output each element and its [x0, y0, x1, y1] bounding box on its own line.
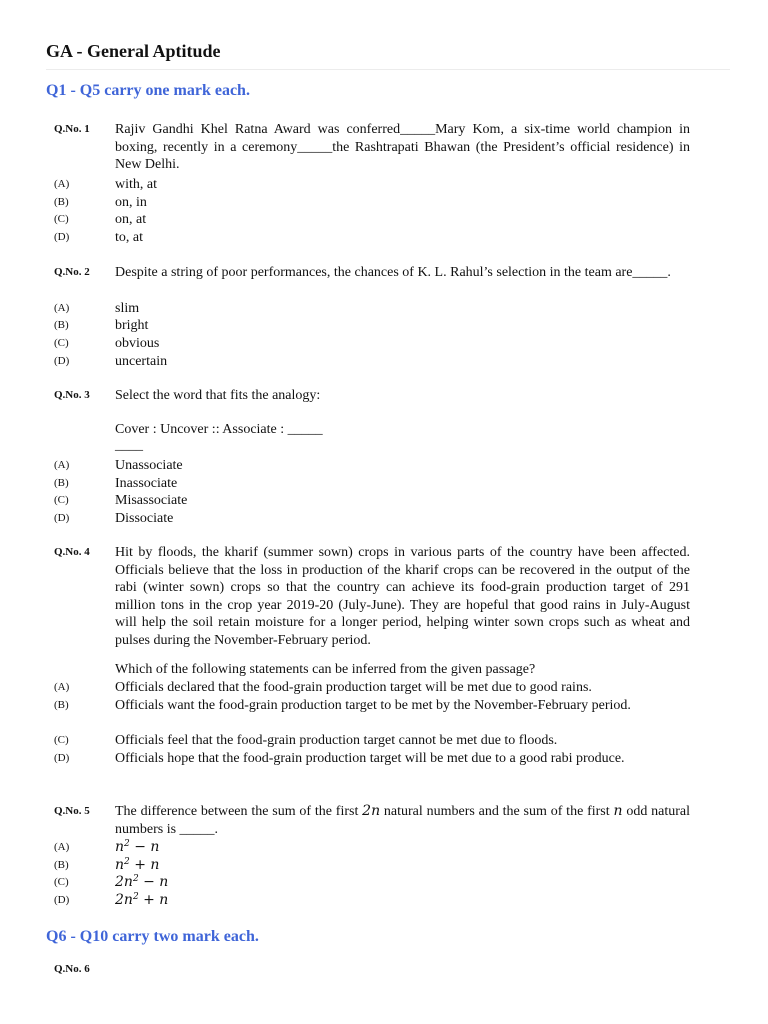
option-c: [0, 874, 768, 892]
option-a: [0, 839, 768, 857]
option-label: (D): [54, 512, 70, 524]
option-math: [115, 839, 690, 857]
option-text: slim: [115, 301, 140, 316]
question-number: Q.No. 3: [54, 389, 90, 401]
option-text: Misassociate: [115, 493, 188, 508]
option-label: (A): [54, 178, 70, 190]
math-base: 2n: [115, 892, 133, 908]
option-text: Unassociate: [115, 458, 183, 473]
question-number: Q.No. 4: [54, 546, 90, 558]
option-label: (A): [54, 459, 70, 471]
option-label: (A): [54, 841, 70, 853]
math-exponent: 2: [124, 839, 130, 849]
option-label: (B): [54, 699, 69, 711]
option-label: (D): [54, 231, 70, 243]
question-text-part: natural numbers and the sum of the first: [380, 804, 614, 819]
question-number: Q.No. 1: [54, 123, 90, 135]
option-a: [0, 300, 768, 318]
option-math: [115, 892, 690, 910]
math-exponent: 2: [132, 874, 139, 884]
option-b: [0, 317, 768, 335]
option-text: bright: [115, 318, 149, 333]
option-text: on, in: [115, 195, 147, 210]
title-divider: [46, 69, 730, 70]
option-text: Officials declared that the food-grain production target will be met due to good rains.: [115, 680, 592, 695]
question-text: Rajiv Gandhi Khel Ratna Award was conferred_____Mary Kom, a six-time world champion in boxing, recently in a ceremony_____the Rashtrapati Bhawan (the President’s official residence) in New Delhi.: [115, 122, 690, 173]
option-a: [0, 457, 768, 475]
option-b: [0, 857, 768, 875]
math-rest: + n: [138, 892, 169, 908]
option-b: [0, 194, 768, 212]
option-text: Officials hope that the food-grain production target will be met due to a good rabi produce.: [115, 751, 625, 766]
option-d: [0, 229, 768, 247]
option-label: (B): [54, 196, 69, 208]
option-label: (D): [54, 894, 70, 906]
option-label: (B): [54, 477, 69, 489]
math-expression: 2n: [362, 803, 381, 819]
math-rest: − n: [129, 839, 160, 855]
question-prompt: Which of the following statements can be inferred from the given passage?: [115, 662, 536, 677]
option-d: [0, 510, 768, 528]
option-math: [115, 857, 690, 875]
option-c: [0, 335, 768, 353]
math-rest: − n: [138, 874, 169, 890]
option-label: (A): [54, 681, 70, 693]
option-c: [0, 732, 768, 750]
option-label: (B): [54, 319, 69, 331]
option-d: [0, 892, 768, 910]
question-text: Despite a string of poor performances, the chances of K. L. Rahul’s selection in the team are_____.: [115, 265, 671, 280]
option-math: [115, 874, 690, 892]
option-text: Dissociate: [115, 511, 174, 526]
option-text: on, at: [115, 212, 147, 227]
page-title: GA - General Aptitude: [46, 41, 221, 61]
option-text: with, at: [115, 177, 157, 192]
math-base: n: [115, 857, 125, 873]
option-a: [0, 176, 768, 194]
option-text: Officials want the food-grain production target to be met by the November-February period.: [115, 698, 631, 713]
option-label: (B): [54, 859, 69, 871]
option-label: (D): [54, 752, 70, 764]
option-label: (C): [54, 337, 69, 349]
math-exponent: 2: [132, 892, 139, 902]
option-d: [0, 353, 768, 371]
option-text: uncertain: [115, 354, 168, 369]
question-text-part: odd natural numbers is _____.: [115, 804, 690, 837]
math-exponent: 2: [124, 857, 130, 867]
math-expression: n: [613, 803, 623, 819]
option-text: obvious: [115, 336, 160, 351]
option-a: [0, 679, 768, 697]
option-d: [0, 750, 768, 768]
option-label: (C): [54, 876, 69, 888]
option-c: [0, 211, 768, 229]
option-text: Officials feel that the food-grain production target cannot be met due to floods.: [115, 733, 558, 748]
analogy-blank-continuation: ____: [115, 438, 143, 453]
option-label: (D): [54, 355, 70, 367]
math-rest: + n: [129, 857, 160, 873]
question-passage: Hit by floods, the kharif (summer sown) crops in various parts of the country have been affected. Officials believe that the loss in production of the kharif crops can be recovered in the output of the rabi (winter sown) crops so that the country can achieve its food-grain production target of 291 million tons in the crop year 2019-20 (July-June). They are hopeful that good rains in July-August will help the soil retain moisture for a longer period, helping winter sown crops such as wheat and pulses during the November-February period.: [115, 545, 690, 648]
question-number: Q.No. 6: [54, 963, 90, 975]
option-label: (C): [54, 734, 69, 746]
math-base: 2n: [115, 874, 133, 890]
section-heading-q1-q5: Q1 - Q5 carry one mark each.: [46, 82, 250, 99]
question-text-part: The difference between the sum of the first: [115, 804, 363, 819]
option-c: [0, 492, 768, 510]
option-label: (C): [54, 494, 69, 506]
option-b: [0, 697, 768, 715]
option-text: Inassociate: [115, 476, 178, 491]
question-text: Select the word that fits the analogy:: [115, 388, 321, 403]
question-number: Q.No. 2: [54, 266, 90, 278]
question-text: [115, 803, 690, 838]
option-label: (C): [54, 213, 69, 225]
question-number: Q.No. 5: [54, 805, 90, 817]
analogy-text: Cover : Uncover :: Associate : _____: [115, 422, 323, 437]
option-text: to, at: [115, 230, 143, 245]
option-b: [0, 475, 768, 493]
option-label: (A): [54, 302, 70, 314]
section-heading-q6-q10: Q6 - Q10 carry two mark each.: [46, 928, 259, 945]
math-base: n: [115, 839, 125, 855]
